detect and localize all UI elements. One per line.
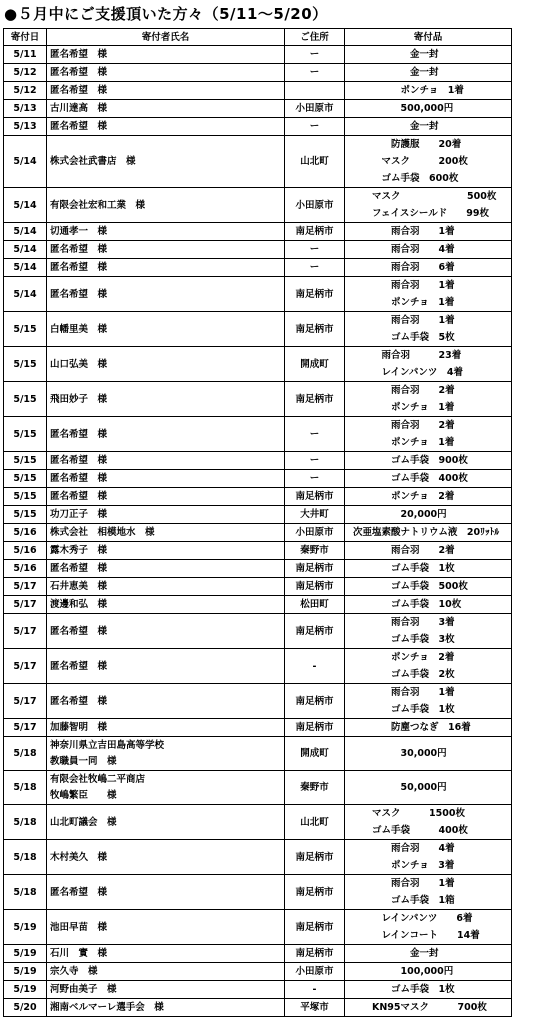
cell-donated-items <box>345 223 512 241</box>
cell-donor-name: 石井恵美 様 <box>47 578 285 596</box>
cell-donor-name: 加藤智明 様 <box>47 719 285 737</box>
cell-donor-name: 切通孝一 様 <box>47 223 285 241</box>
cell-donor-name: 渡邊和弘 様 <box>47 596 285 614</box>
cell-address: 南足柄市 <box>285 945 345 963</box>
cell-donated-items <box>345 118 512 136</box>
header-address: ご住所 <box>285 29 345 46</box>
table-body <box>4 46 512 1017</box>
cell-donor-name: 湘南ベルマーレ選手会 様 <box>47 999 285 1017</box>
table-row <box>4 981 512 999</box>
cell-donated-items <box>345 417 512 452</box>
donated-item-line: 100,000円 <box>353 966 454 977</box>
cell-date: 5/13 <box>4 100 47 118</box>
donated-item-line: 雨合羽 23着 <box>353 350 462 361</box>
cell-address: ー <box>285 259 345 277</box>
cell-date: 5/12 <box>4 64 47 82</box>
table-row <box>4 578 512 596</box>
table-row <box>4 100 512 118</box>
cell-donated-items <box>345 82 512 100</box>
donated-item-line: レインパンツ 4着 <box>353 367 463 378</box>
cell-donated-items <box>345 999 512 1017</box>
cell-donated-items <box>345 277 512 312</box>
cell-address: 開成町 <box>285 737 345 771</box>
cell-donated-items <box>345 945 512 963</box>
donated-item-line: 20,000円 <box>353 509 447 520</box>
table-row <box>4 771 512 805</box>
cell-address: 平塚市 <box>285 999 345 1017</box>
cell-donor-name: 株式会社 相模地水 様 <box>47 524 285 542</box>
cell-date: 5/17 <box>4 596 47 614</box>
cell-donor-name: 匿名希望 様 <box>47 488 285 506</box>
donated-item-line: 金一封 <box>353 121 439 132</box>
table-row <box>4 614 512 649</box>
cell-donor-name: 匿名希望 様 <box>47 64 285 82</box>
table-row <box>4 649 512 684</box>
cell-donated-items <box>345 614 512 649</box>
donated-item-line: ゴム手袋 900枚 <box>353 455 468 466</box>
table-row <box>4 488 512 506</box>
table-row <box>4 118 512 136</box>
table-row <box>4 347 512 382</box>
donated-item-line: 500,000円 <box>353 103 454 114</box>
cell-donor-name: 匿名希望 様 <box>47 46 285 64</box>
cell-address: 山北町 <box>285 136 345 188</box>
table-row <box>4 470 512 488</box>
cell-donor-name: 木村美久 様 <box>47 840 285 875</box>
table-row <box>4 277 512 312</box>
cell-date: 5/19 <box>4 945 47 963</box>
cell-address: 大井町 <box>285 506 345 524</box>
cell-donated-items <box>345 542 512 560</box>
table-row <box>4 840 512 875</box>
cell-address: 南足柄市 <box>285 910 345 945</box>
table-row <box>4 64 512 82</box>
donated-item-line: マスク 1500枚 <box>353 808 465 819</box>
cell-address: ー <box>285 64 345 82</box>
table-row <box>4 46 512 64</box>
donated-item-line: ポンチョ 1着 <box>353 402 455 413</box>
cell-donated-items <box>345 452 512 470</box>
cell-donated-items <box>345 560 512 578</box>
donated-item-line: 金一封 <box>353 948 439 959</box>
cell-donor-name: 匿名希望 様 <box>47 259 285 277</box>
cell-donated-items <box>345 188 512 223</box>
cell-date: 5/15 <box>4 347 47 382</box>
cell-donor-name: 匿名希望 様 <box>47 470 285 488</box>
donated-item-line: ポンチョ 1着 <box>353 437 455 448</box>
cell-address: 南足柄市 <box>285 312 345 347</box>
donated-item-line: ゴム手袋 10枚 <box>353 599 462 610</box>
cell-donated-items <box>345 578 512 596</box>
donated-item-line: 金一封 <box>353 67 439 78</box>
cell-date: 5/15 <box>4 312 47 347</box>
cell-donor-name: 神奈川県立吉田島高等学校 教職員一同 様 <box>47 737 285 771</box>
header-date: 寄付日 <box>4 29 47 46</box>
cell-donor-name: 古川達高 様 <box>47 100 285 118</box>
cell-donor-name: 株式会社武書店 様 <box>47 136 285 188</box>
donated-item-line: 雨合羽 6着 <box>353 262 455 273</box>
cell-address: ー <box>285 417 345 452</box>
donated-item-line: 雨合羽 1着 <box>353 315 455 326</box>
cell-address: 小田原市 <box>285 188 345 223</box>
cell-donor-name: 河野由美子 様 <box>47 981 285 999</box>
cell-date: 5/16 <box>4 524 47 542</box>
cell-donated-items <box>345 259 512 277</box>
cell-address: 南足柄市 <box>285 488 345 506</box>
table-row <box>4 910 512 945</box>
table-row <box>4 382 512 417</box>
cell-date: 5/18 <box>4 771 47 805</box>
cell-date: 5/14 <box>4 241 47 259</box>
table-row <box>4 684 512 719</box>
donated-item-line: マスク 500枚 <box>353 191 497 202</box>
donated-item-line: ポンチョ 1着 <box>353 297 455 308</box>
page-title: ●５月中にご支援頂いた方々（5/11～5/20） <box>4 5 328 23</box>
cell-donated-items <box>345 875 512 910</box>
table-row <box>4 737 512 771</box>
cell-donated-items <box>345 981 512 999</box>
donated-item-line: フェイスシールド 99枚 <box>353 208 489 219</box>
cell-date: 5/17 <box>4 649 47 684</box>
cell-address: 松田町 <box>285 596 345 614</box>
cell-donor-name: 匿名希望 様 <box>47 417 285 452</box>
cell-donated-items <box>345 649 512 684</box>
cell-address: ー <box>285 470 345 488</box>
cell-date: 5/15 <box>4 488 47 506</box>
cell-donor-name: 匿名希望 様 <box>47 875 285 910</box>
cell-address: 南足柄市 <box>285 382 345 417</box>
cell-date: 5/16 <box>4 542 47 560</box>
donated-item-line: ゴム手袋 3枚 <box>353 634 455 645</box>
cell-donor-name: 匿名希望 様 <box>47 614 285 649</box>
cell-donated-items <box>345 100 512 118</box>
donated-item-line: 雨合羽 1着 <box>353 687 455 698</box>
donated-item-line: 雨合羽 2着 <box>353 420 455 431</box>
cell-date: 5/17 <box>4 614 47 649</box>
donated-item-line: 30,000円 <box>353 748 447 759</box>
table-row <box>4 999 512 1017</box>
cell-donated-items <box>345 347 512 382</box>
cell-date: 5/14 <box>4 136 47 188</box>
cell-donated-items <box>345 136 512 188</box>
table-row <box>4 506 512 524</box>
donated-item-line: ゴム手袋 2枚 <box>353 669 455 680</box>
cell-address: ー <box>285 118 345 136</box>
cell-donated-items <box>345 840 512 875</box>
cell-address: - <box>285 981 345 999</box>
cell-address: 南足柄市 <box>285 560 345 578</box>
cell-donated-items <box>345 771 512 805</box>
cell-donated-items <box>345 46 512 64</box>
table-row <box>4 417 512 452</box>
table-row <box>4 596 512 614</box>
cell-donor-name: 飛田妙子 様 <box>47 382 285 417</box>
table-row <box>4 875 512 910</box>
cell-address: 南足柄市 <box>285 277 345 312</box>
donated-item-line: 雨合羽 4着 <box>353 843 455 854</box>
donated-item-line: ゴム手袋 500枚 <box>353 581 468 592</box>
cell-date: 5/16 <box>4 560 47 578</box>
cell-address: ー <box>285 46 345 64</box>
table-row <box>4 963 512 981</box>
cell-date: 5/12 <box>4 82 47 100</box>
cell-donated-items <box>345 506 512 524</box>
donated-item-line: 雨合羽 4着 <box>353 244 455 255</box>
cell-date: 5/14 <box>4 277 47 312</box>
donation-table <box>3 28 512 1017</box>
header-items: 寄付品 <box>345 29 512 46</box>
cell-date: 5/14 <box>4 259 47 277</box>
cell-date: 5/19 <box>4 963 47 981</box>
cell-date: 5/14 <box>4 223 47 241</box>
donated-item-line: ポンチョ 2着 <box>353 491 455 502</box>
cell-donated-items <box>345 488 512 506</box>
donated-item-line: レインコート 14着 <box>353 930 480 941</box>
cell-address: 南足柄市 <box>285 578 345 596</box>
cell-donor-name: 山北町議会 様 <box>47 805 285 840</box>
cell-donated-items <box>345 684 512 719</box>
table-row <box>4 188 512 223</box>
cell-donated-items <box>345 241 512 259</box>
cell-address: ー <box>285 452 345 470</box>
donated-item-line: マスク 200枚 <box>353 156 468 167</box>
table-header-row <box>4 29 512 46</box>
cell-donor-name: 匿名希望 様 <box>47 560 285 578</box>
cell-address: 開成町 <box>285 347 345 382</box>
donated-item-line: 50,000円 <box>353 782 447 793</box>
cell-date: 5/18 <box>4 875 47 910</box>
cell-date: 5/15 <box>4 470 47 488</box>
table-row <box>4 452 512 470</box>
donated-item-line: 金一封 <box>353 49 439 60</box>
cell-address: 南足柄市 <box>285 223 345 241</box>
cell-date: 5/18 <box>4 840 47 875</box>
table-row <box>4 524 512 542</box>
cell-donor-name: 白幡里美 様 <box>47 312 285 347</box>
cell-date: 5/18 <box>4 737 47 771</box>
cell-donor-name: 有限会社宏和工業 様 <box>47 188 285 223</box>
donated-item-line: ポンチョ 3着 <box>353 860 455 871</box>
donated-item-line: ゴム手袋 1枚 <box>353 563 455 574</box>
cell-donor-name: 匿名希望 様 <box>47 684 285 719</box>
cell-donated-items <box>345 737 512 771</box>
cell-donated-items <box>345 719 512 737</box>
cell-date: 5/13 <box>4 118 47 136</box>
header-name: 寄付者氏名 <box>47 29 285 46</box>
cell-donor-name: 匿名希望 様 <box>47 277 285 312</box>
cell-date: 5/14 <box>4 188 47 223</box>
cell-address: 南足柄市 <box>285 684 345 719</box>
donated-item-line: 雨合羽 3着 <box>353 617 455 628</box>
donated-item-line: ゴム手袋 400枚 <box>353 825 468 836</box>
donated-item-line: 雨合羽 2着 <box>353 385 455 396</box>
donated-item-line: KN95マスク 700枚 <box>353 1002 487 1013</box>
cell-donor-name: 石川 實 様 <box>47 945 285 963</box>
cell-date: 5/15 <box>4 382 47 417</box>
donated-item-line: 次亜塩素酸ナトリウム液 20ﾘｯﾄﾙ <box>353 527 500 538</box>
cell-address: 小田原市 <box>285 524 345 542</box>
cell-donated-items <box>345 963 512 981</box>
cell-address: 南足柄市 <box>285 719 345 737</box>
table-row <box>4 136 512 188</box>
cell-donor-name: 池田早苗 様 <box>47 910 285 945</box>
cell-date: 5/20 <box>4 999 47 1017</box>
cell-address: 南足柄市 <box>285 840 345 875</box>
donated-item-line: ポンチョ 1着 <box>353 85 464 96</box>
cell-date: 5/15 <box>4 506 47 524</box>
donated-item-line: ゴム手袋 1枚 <box>353 984 455 995</box>
table-row <box>4 241 512 259</box>
donated-item-line: 防護服 20着 <box>353 139 462 150</box>
cell-address: - <box>285 649 345 684</box>
cell-donor-name: 山口弘美 様 <box>47 347 285 382</box>
table-row <box>4 719 512 737</box>
donated-item-line: ゴム手袋 400枚 <box>353 473 468 484</box>
cell-date: 5/17 <box>4 578 47 596</box>
cell-date: 5/19 <box>4 910 47 945</box>
table-row <box>4 805 512 840</box>
cell-donated-items <box>345 470 512 488</box>
donated-item-line: レインパンツ 6着 <box>353 913 473 924</box>
cell-address: 小田原市 <box>285 963 345 981</box>
donated-item-line: ゴム手袋 5枚 <box>353 332 455 343</box>
cell-date: 5/15 <box>4 452 47 470</box>
cell-donated-items <box>345 312 512 347</box>
cell-donor-name: 匿名希望 様 <box>47 649 285 684</box>
cell-date: 5/17 <box>4 684 47 719</box>
donated-item-line: 防塵つなぎ 16着 <box>353 722 471 733</box>
cell-donated-items <box>345 524 512 542</box>
donated-item-line: 雨合羽 1着 <box>353 878 455 889</box>
cell-donor-name: 有限会社牧嶋二平商店 牧嶋繁臣 様 <box>47 771 285 805</box>
cell-donated-items <box>345 64 512 82</box>
cell-date: 5/18 <box>4 805 47 840</box>
cell-address: 小田原市 <box>285 100 345 118</box>
cell-donated-items <box>345 805 512 840</box>
cell-donated-items <box>345 596 512 614</box>
cell-donor-name: 功刀正子 様 <box>47 506 285 524</box>
cell-donor-name: 露木秀子 様 <box>47 542 285 560</box>
cell-donated-items <box>345 382 512 417</box>
cell-date: 5/17 <box>4 719 47 737</box>
cell-address: 南足柄市 <box>285 875 345 910</box>
donated-item-line: ゴム手袋 600枚 <box>353 173 459 184</box>
cell-date: 5/19 <box>4 981 47 999</box>
cell-donor-name: 匿名希望 様 <box>47 241 285 259</box>
donated-item-line: 雨合羽 1着 <box>353 280 455 291</box>
cell-donor-name: 匿名希望 様 <box>47 452 285 470</box>
cell-address: ー <box>285 241 345 259</box>
cell-address: 秦野市 <box>285 542 345 560</box>
donated-item-line: ゴム手袋 1枚 <box>353 704 455 715</box>
cell-donated-items <box>345 910 512 945</box>
donated-item-line: ポンチョ 2着 <box>353 652 455 663</box>
table-row <box>4 223 512 241</box>
cell-date: 5/11 <box>4 46 47 64</box>
table-row <box>4 542 512 560</box>
table-row <box>4 312 512 347</box>
table-row <box>4 560 512 578</box>
cell-address <box>285 82 345 100</box>
cell-date: 5/15 <box>4 417 47 452</box>
cell-donor-name: 宗久寺 様 <box>47 963 285 981</box>
cell-address: 山北町 <box>285 805 345 840</box>
donated-item-line: ゴム手袋 1箱 <box>353 895 455 906</box>
table-row <box>4 259 512 277</box>
cell-address: 南足柄市 <box>285 614 345 649</box>
donated-item-line: 雨合羽 1着 <box>353 226 455 237</box>
cell-donor-name: 匿名希望 様 <box>47 82 285 100</box>
cell-donor-name: 匿名希望 様 <box>47 118 285 136</box>
table-row <box>4 945 512 963</box>
donated-item-line: 雨合羽 2着 <box>353 545 455 556</box>
table-row <box>4 82 512 100</box>
cell-address: 秦野市 <box>285 771 345 805</box>
